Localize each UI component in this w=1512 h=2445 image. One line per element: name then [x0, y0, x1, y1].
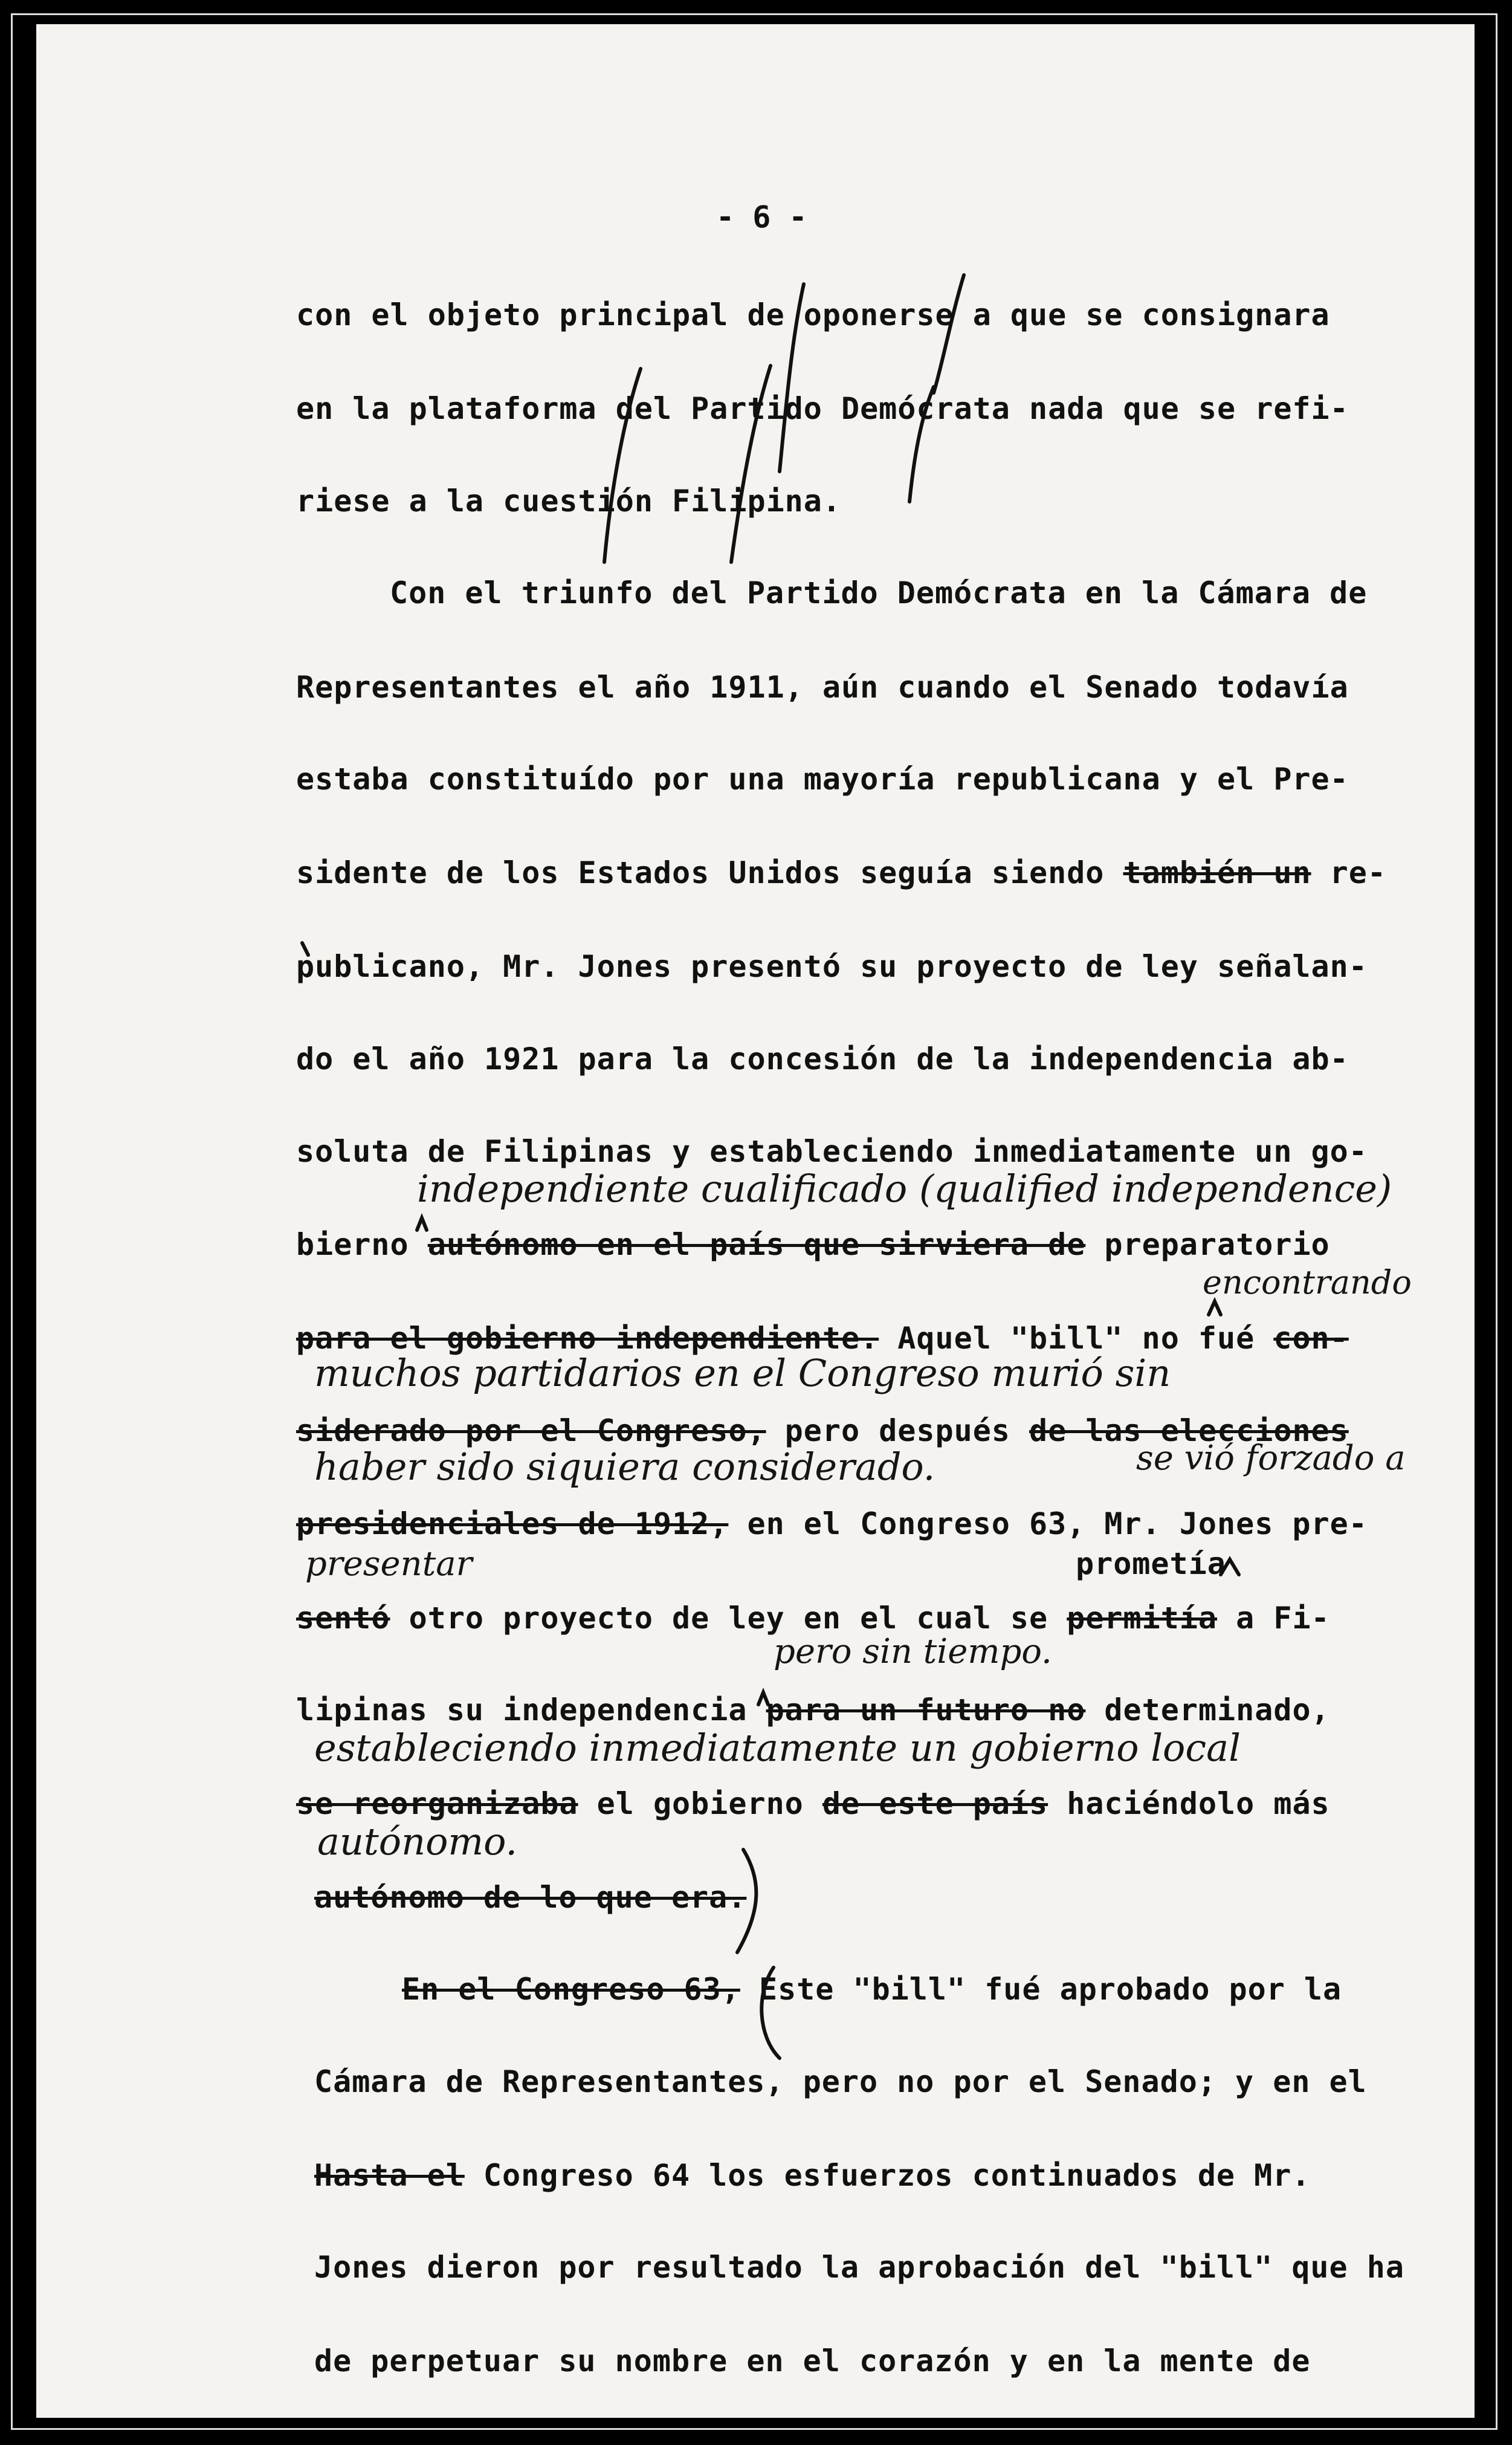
text-line: sidente de los Estados Unidos seguía siendo también un re-: [296, 855, 1386, 890]
text-line: estaba constituído por una mayoría republicana y el Pre-: [296, 762, 1349, 797]
text-line: Hasta el Congreso 64 los esfuerzos continuados de Mr.: [314, 2158, 1311, 2193]
text-line: Representantes el año 1911, aún cuando el Senado todavía: [296, 670, 1349, 705]
text-line: Con el triunfo del Partido Demócrata en la Cámara de: [390, 575, 1368, 610]
text-line: para el gobierno independiente. Aquel "bill" no fué con-: [296, 1321, 1349, 1356]
text-line: sentó otro proyecto de ley en el cual se permitía a Fi-: [296, 1601, 1330, 1636]
handwritten-note: pero sin tiempo.: [774, 1632, 1052, 1671]
text-line: de perpetuar su nombre en el corazón y en la mente de: [314, 2343, 1311, 2379]
text-line: se reorganizaba el gobierno de este país haciéndolo más: [296, 1786, 1330, 1821]
text-line: presidenciales de 1912, en el Congreso 63, Mr. Jones pre-: [296, 1506, 1368, 1541]
handwritten-note: estableciendo inmediatamente un gobierno local: [314, 1726, 1241, 1770]
handwritten-note: haber sido siquiera considerado.: [314, 1445, 935, 1489]
handwritten-note: se vió forzado a: [1136, 1439, 1406, 1478]
text-line: bierno autónomo en el país que sirviera de preparatorio: [296, 1227, 1330, 1262]
text-line: Cámara de Representantes, pero no por el Senado; y en el: [314, 2064, 1367, 2099]
inserted-typed-word: prometía: [1076, 1546, 1226, 1581]
page-number: - 6 -: [716, 199, 807, 235]
text-line: publicano, Mr. Jones presentó su proyecto de ley señalan-: [296, 949, 1368, 984]
handwritten-note: independiente cualificado (qualified independence): [417, 1167, 1392, 1211]
text-line: autónomo de lo que era.: [314, 1880, 747, 1915]
text-line: En el Congreso 63, Este "bill" fué aprobado por la: [402, 1972, 1342, 2007]
handwritten-note: encontrando: [1203, 1263, 1412, 1301]
text-line: siderado por el Congreso, pero después de las elecciones: [296, 1413, 1349, 1448]
text-line: soluta de Filipinas y estableciendo inmediatamente un go-: [296, 1134, 1368, 1169]
text-line: con el objeto principal de oponerse a que se consignara: [296, 297, 1330, 332]
handwritten-note: autónomo.: [317, 1819, 518, 1864]
text-line: en la plataforma del Partido Demócrata nada que se refi-: [296, 391, 1349, 426]
document-page: [36, 24, 1475, 2418]
text-line: do el año 1921 para la concesión de la independencia ab-: [296, 1041, 1349, 1077]
handwritten-note: muchos partidarios en el Congreso murió sin: [314, 1351, 1171, 1395]
text-line: Jones dieron por resultado la aprobación del "bill" que ha: [314, 2250, 1404, 2285]
handwritten-note: presentar: [305, 1544, 473, 1584]
text-line: riese a la cuestión Filipina.: [296, 484, 841, 519]
text-line: lipinas su independencia para un futuro no determinado,: [296, 1692, 1330, 1728]
